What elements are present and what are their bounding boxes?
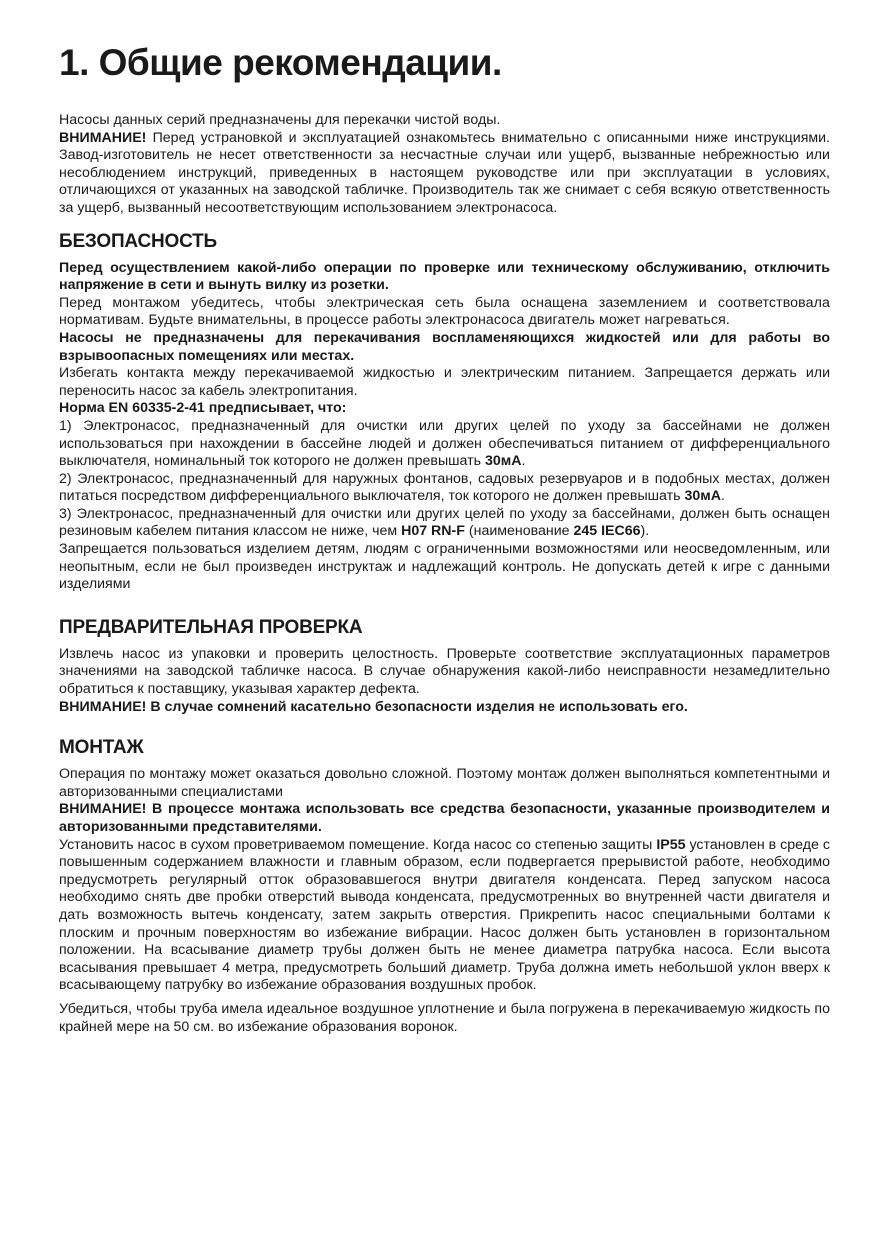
- intro-paragraph-1: Насосы данных серий предназначены для перекачки чистой воды.: [59, 112, 501, 128]
- safety-item-3-text: 3) Электронасос, предназначенный для очистки или других целей по уходу за бассейнами, должен быть оснащен резиновым кабелем питания классом не ниже, чем: [59, 505, 830, 540]
- mounting-text-2: [59, 837, 830, 995]
- safety-item-3-end: ).: [640, 523, 650, 540]
- mounting-text-1: Операция по монтажу может оказаться довольно сложной. Поэтому монтаж должен выполняться компетентными и авторизованными специалистами: [59, 766, 830, 800]
- safety-item-1-text: 1) Электронасос, предназначенный для очистки или других целей по уходу за бассейнами не должен использоваться при нахождении в бассейне людей и должен обеспечиваться питанием от дифференциального выключателя, номинальный ток которого не должен превышать: [59, 417, 830, 470]
- mounting-heading: МОНТАЖ: [59, 737, 144, 759]
- safety-text-2: Избегать контакта между перекачиваемой жидкостью и электрическим питанием. Запрещается держать или переносить насос за кабель электропитания.: [59, 365, 830, 399]
- safety-bold-3: Норма EN 60335-2-41 предписывает, что:: [59, 400, 347, 417]
- safety-heading: БЕЗОПАСНОСТЬ: [59, 230, 217, 252]
- safety-item-2-end: .: [720, 488, 725, 505]
- safety-item-2-text: 2) Электронасос, предназначенный для наружных фонтанов, садовых резервуаров и в подобных местах, должен питаться посредством дифференциального выключателя, ток которого не должен превышать: [59, 470, 830, 505]
- safety-bold-1: Перед осуществлением какой-либо операции по проверке или техническому обслуживанию, отключить напряжение в сети и вынуть вилку из розетки.: [59, 259, 830, 294]
- mounting-text-3: Убедиться, чтобы труба имела идеальное воздушное уплотнение и была погружена в перекачиваемую жидкость по крайней мере на 50 см. во избежание образования воронок.: [59, 1000, 830, 1035]
- safety-text-1: Перед монтажом убедитесь, чтобы электрическая сеть была оснащена заземлением и соответствовала нормативам. Будьте внимательны, в процессе работы электронасоса двигатель может нагреваться.: [59, 294, 830, 329]
- safety-item-1-end: .: [521, 453, 526, 470]
- safety-item-3-cable: H07 RN-F: [401, 523, 465, 540]
- safety-text-3: Запрещается пользоваться изделием детям, людям с ограниченными возможностями или неосведомленным, или неопытным, если не был произведен инструктаж и надлежащий контроль. Не допускать детей к игре с данными изделиями: [59, 541, 830, 593]
- mounting-warning: ВНИМАНИЕ! В процессе монтажа использовать все средства безопасности, указанные производителем и авторизованными представителями.: [59, 801, 830, 835]
- safety-item-1: [59, 418, 830, 471]
- safety-item-2-current: 30мА: [684, 488, 721, 505]
- intro-warning-text: Перед устрановкой и эксплуатацией ознакомьтесь внимательно с описанными ниже инструкциями. Завод-изготовитель не несет ответственности за несчастные случаи или ущерб, вызванные небрежностью или несоблюдением инструкций, приведенных в настоящем руководстве или при эксплуатации в условиях, отличающихся от указанных на заводской табличке. Производитель так же снимает с себя всякую ответственность за ущерб, вызванный несоответствующим использованием электронасоса.: [59, 129, 830, 216]
- safety-item-3-mid: (наименование: [464, 523, 574, 540]
- safety-item-3-standard: 245 IEC66: [573, 523, 641, 540]
- page-title: 1. Общие рекомендации.: [59, 42, 502, 83]
- safety-item-3: [59, 506, 830, 541]
- precheck-text: Извлечь насос из упаковки и проверить целостность. Проверьте соответствие эксплуатационных параметров значениями на заводской табличке насоса. В случае обнаружения какой-либо неисправности незамедлительно обратиться к поставщику, указывая характер дефекта.: [59, 645, 830, 698]
- mounting-ip-rating: IP55: [656, 836, 686, 853]
- intro-paragraph-2: [59, 130, 830, 218]
- safety-item-1-current: 30мА: [484, 453, 522, 470]
- precheck-warning: ВНИМАНИЕ! В случае сомнений касательно безопасности изделия не использовать его.: [59, 698, 688, 715]
- mounting-text-2b: установлен в среде с повышенным содержанием влажности и главным образом, если подвергается прерывистой работе, необходимо предусмотреть регулярный отток образовавшегося внутри двигателя конденсата. Перед запуском насоса необходимо снять две пробки отверстий вывода конденсата, предусмотренных во внутренней части двигателя и дать возможность вытечь конденсату, затем закрыть отверстия. Прикрепить насос специальными болтами к плоским и прочным поверхностям во избежание вибрации. Насос должен быть установлен в горизонтальном положении. На всасывание диаметр трубы должен быть не менее диаметра патрубка насоса. Если высота всасывания превышает 4 метра, предусмотреть больший диаметр. Труба должна иметь небольшой уклон вверх к всасывающему патрубку во избежание образования воздушных пробок.: [59, 836, 830, 994]
- document-page: [59, 40, 830, 1036]
- safety-item-2: [59, 471, 830, 506]
- safety-bold-2: Насосы не предназначены для перекачивания воспламеняющихся жидкостей или для работы во взрывоопасных помещениях или местах.: [59, 329, 830, 364]
- mounting-text-2a: Установить насос в сухом проветриваемом помещение. Когда насос со степенью защиты: [59, 836, 657, 853]
- precheck-heading: ПРЕДВАРИТЕЛЬНАЯ ПРОВЕРКА: [59, 616, 363, 638]
- intro-warning: ВНИМАНИЕ!: [59, 129, 147, 146]
